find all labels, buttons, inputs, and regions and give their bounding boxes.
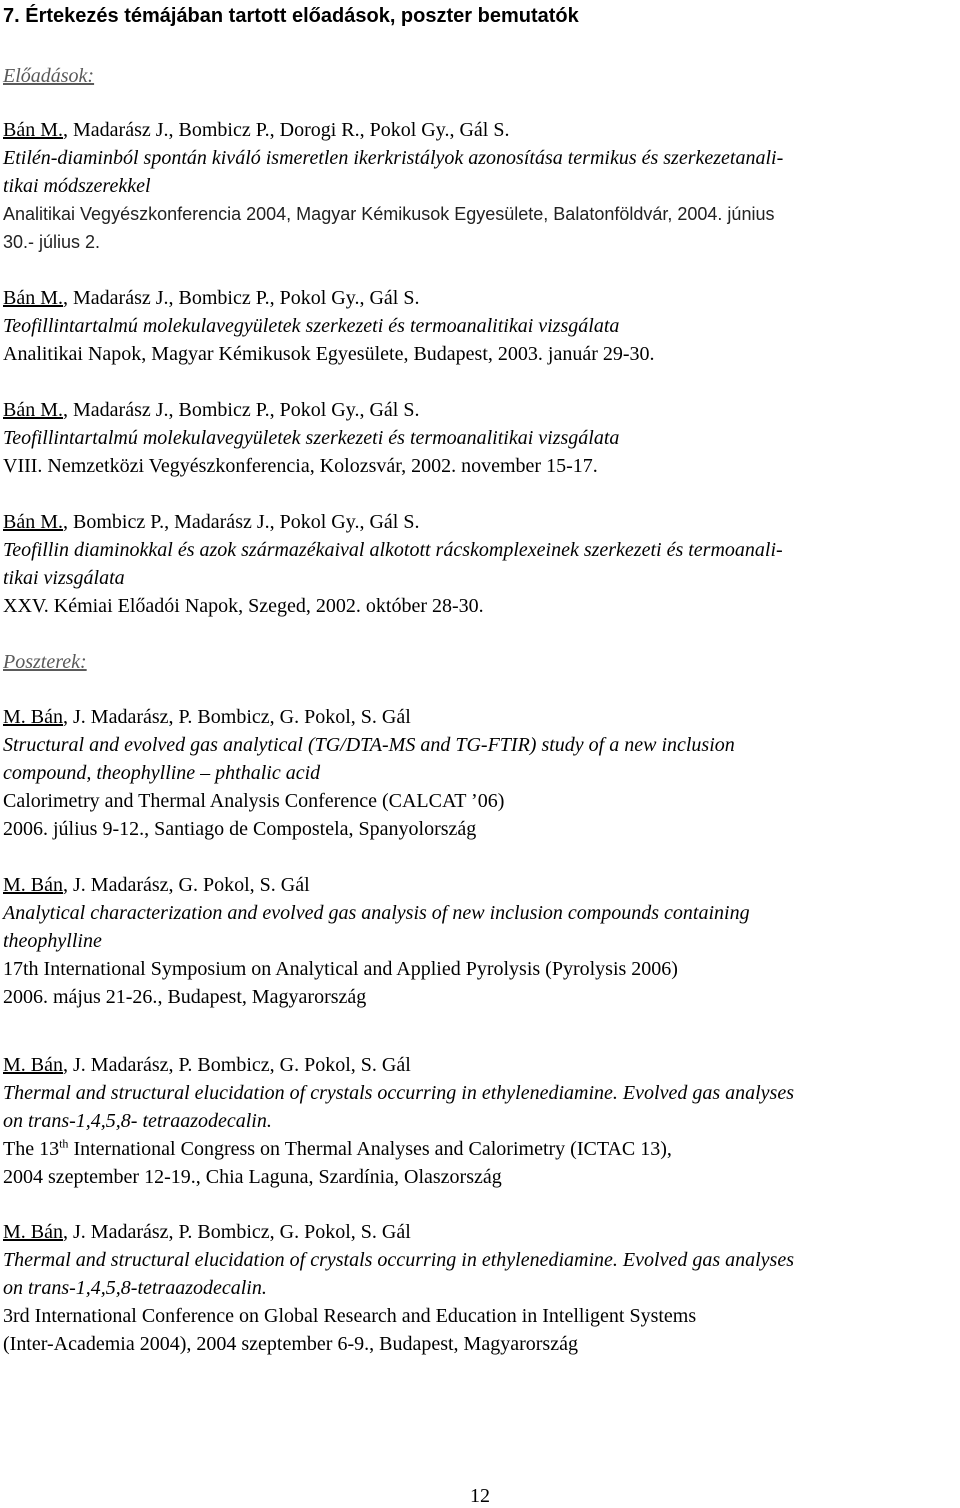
poster-title: Thermal and structural elucidation of crystals occurring in ethylenediamine. Evolved gas analyses <box>3 1082 794 1104</box>
poster-entry-2 <box>3 871 957 1011</box>
poster-title: Analytical characterization and evolved gas analysis of new inclusion compounds containing <box>3 902 750 924</box>
poster-entry-4 <box>3 1218 957 1358</box>
poster-title: Thermal and structural elucidation of crystals occurring in ethylenediamine. Evolved gas analyses <box>3 1249 794 1271</box>
lectures-label: Előadások: <box>3 65 95 87</box>
poster-venue-cont: 2006. július 9-12., Santiago de Compostela, Spanyolország <box>3 818 477 840</box>
poster-venue: 17th International Symposium on Analytical and Applied Pyrolysis (Pyrolysis 2006) <box>3 958 678 980</box>
poster-entry-1 <box>3 703 957 843</box>
lecture-authors: Bán M., Madarász J., Bombicz P., Dorogi R., Pokol Gy., Gál S. <box>3 119 510 141</box>
lecture-title: Teofillintartalmú molekulavegyületek szerkezeti és termoanalitikai vizsgálata <box>3 427 620 449</box>
poster-venue-cont: 2004 szeptember 12-19., Chia Laguna, Szardínia, Olaszország <box>3 1166 502 1188</box>
poster-venue-cont: 2006. május 21-26., Budapest, Magyarország <box>3 986 367 1008</box>
poster-authors: M. Bán, J. Madarász, P. Bombicz, G. Pokol, S. Gál <box>3 1054 411 1076</box>
poster-title-cont: on trans-1,4,5,8- tetraazodecalin. <box>3 1110 272 1132</box>
lecture-venue: VIII. Nemzetközi Vegyészkonferencia, Kolozsvár, 2002. november 15-17. <box>3 455 598 477</box>
lecture-venue-cont: 30.- július 2. <box>3 232 101 252</box>
posters-label: Poszterek: <box>3 651 87 673</box>
lecture-authors: Bán M., Madarász J., Bombicz P., Pokol Gy., Gál S. <box>3 399 420 421</box>
lecture-venue: Analitikai Napok, Magyar Kémikusok Egyesülete, Budapest, 2003. január 29-30. <box>3 343 655 365</box>
poster-title-cont: compound, theophylline – phthalic acid <box>3 762 321 784</box>
lecture-authors: Bán M., Bombicz P., Madarász J., Pokol Gy., Gál S. <box>3 511 420 533</box>
poster-authors: M. Bán, J. Madarász, P. Bombicz, G. Pokol, S. Gál <box>3 1221 411 1243</box>
poster-title-cont: on trans-1,4,5,8-tetraazodecalin. <box>3 1277 267 1299</box>
poster-authors: M. Bán, J. Madarász, P. Bombicz, G. Pokol, S. Gál <box>3 706 411 728</box>
section-heading: 7. Értekezés témájában tartott előadások, poszter bemutatók <box>3 5 579 27</box>
poster-venue-cont: (Inter-Academia 2004), 2004 szeptember 6-9., Budapest, Magyarország <box>3 1333 578 1355</box>
lecture-title: Teofillintartalmú molekulavegyületek szerkezeti és termoanalitikai vizsgálata <box>3 315 620 337</box>
poster-entry-3 <box>3 1051 957 1191</box>
lecture-title: Etilén-diaminból spontán kiváló ismeretlen ikerkristályok azonosítása termikus és szerkezetanali- <box>3 147 784 169</box>
poster-title-cont: theophylline <box>3 930 102 952</box>
lecture-entry-3 <box>3 396 957 480</box>
poster-title: Structural and evolved gas analytical (TG/DTA-MS and TG-FTIR) study of a new inclusion <box>3 734 735 756</box>
lecture-entry-4 <box>3 508 957 620</box>
lecture-title-cont: tikai módszerekkel <box>3 175 151 197</box>
lecture-venue: XXV. Kémiai Előadói Napok, Szeged, 2002. október 28-30. <box>3 595 484 617</box>
page-number: 12 <box>470 1485 490 1507</box>
poster-venue: The 13th International Congress on Thermal Analyses and Calorimetry (ICTAC 13), <box>3 1136 672 1160</box>
lecture-venue: Analitikai Vegyészkonferencia 2004, Magyar Kémikusok Egyesülete, Balatonföldvár, 2004. június <box>3 204 775 224</box>
poster-venue: Calorimetry and Thermal Analysis Conference (CALCAT ’06) <box>3 790 505 812</box>
lecture-entry-1 <box>3 116 957 256</box>
lecture-authors: Bán M., Madarász J., Bombicz P., Pokol Gy., Gál S. <box>3 287 420 309</box>
poster-venue: 3rd International Conference on Global Research and Education in Intelligent Systems <box>3 1305 697 1327</box>
lecture-title: Teofillin diaminokkal és azok származékaival alkotott rácskomplexeinek szerkezeti és termoanali- <box>3 539 783 561</box>
lecture-entry-2 <box>3 284 957 368</box>
lecture-title-cont: tikai vizsgálata <box>3 567 125 589</box>
poster-authors: M. Bán, J. Madarász, G. Pokol, S. Gál <box>3 874 310 896</box>
